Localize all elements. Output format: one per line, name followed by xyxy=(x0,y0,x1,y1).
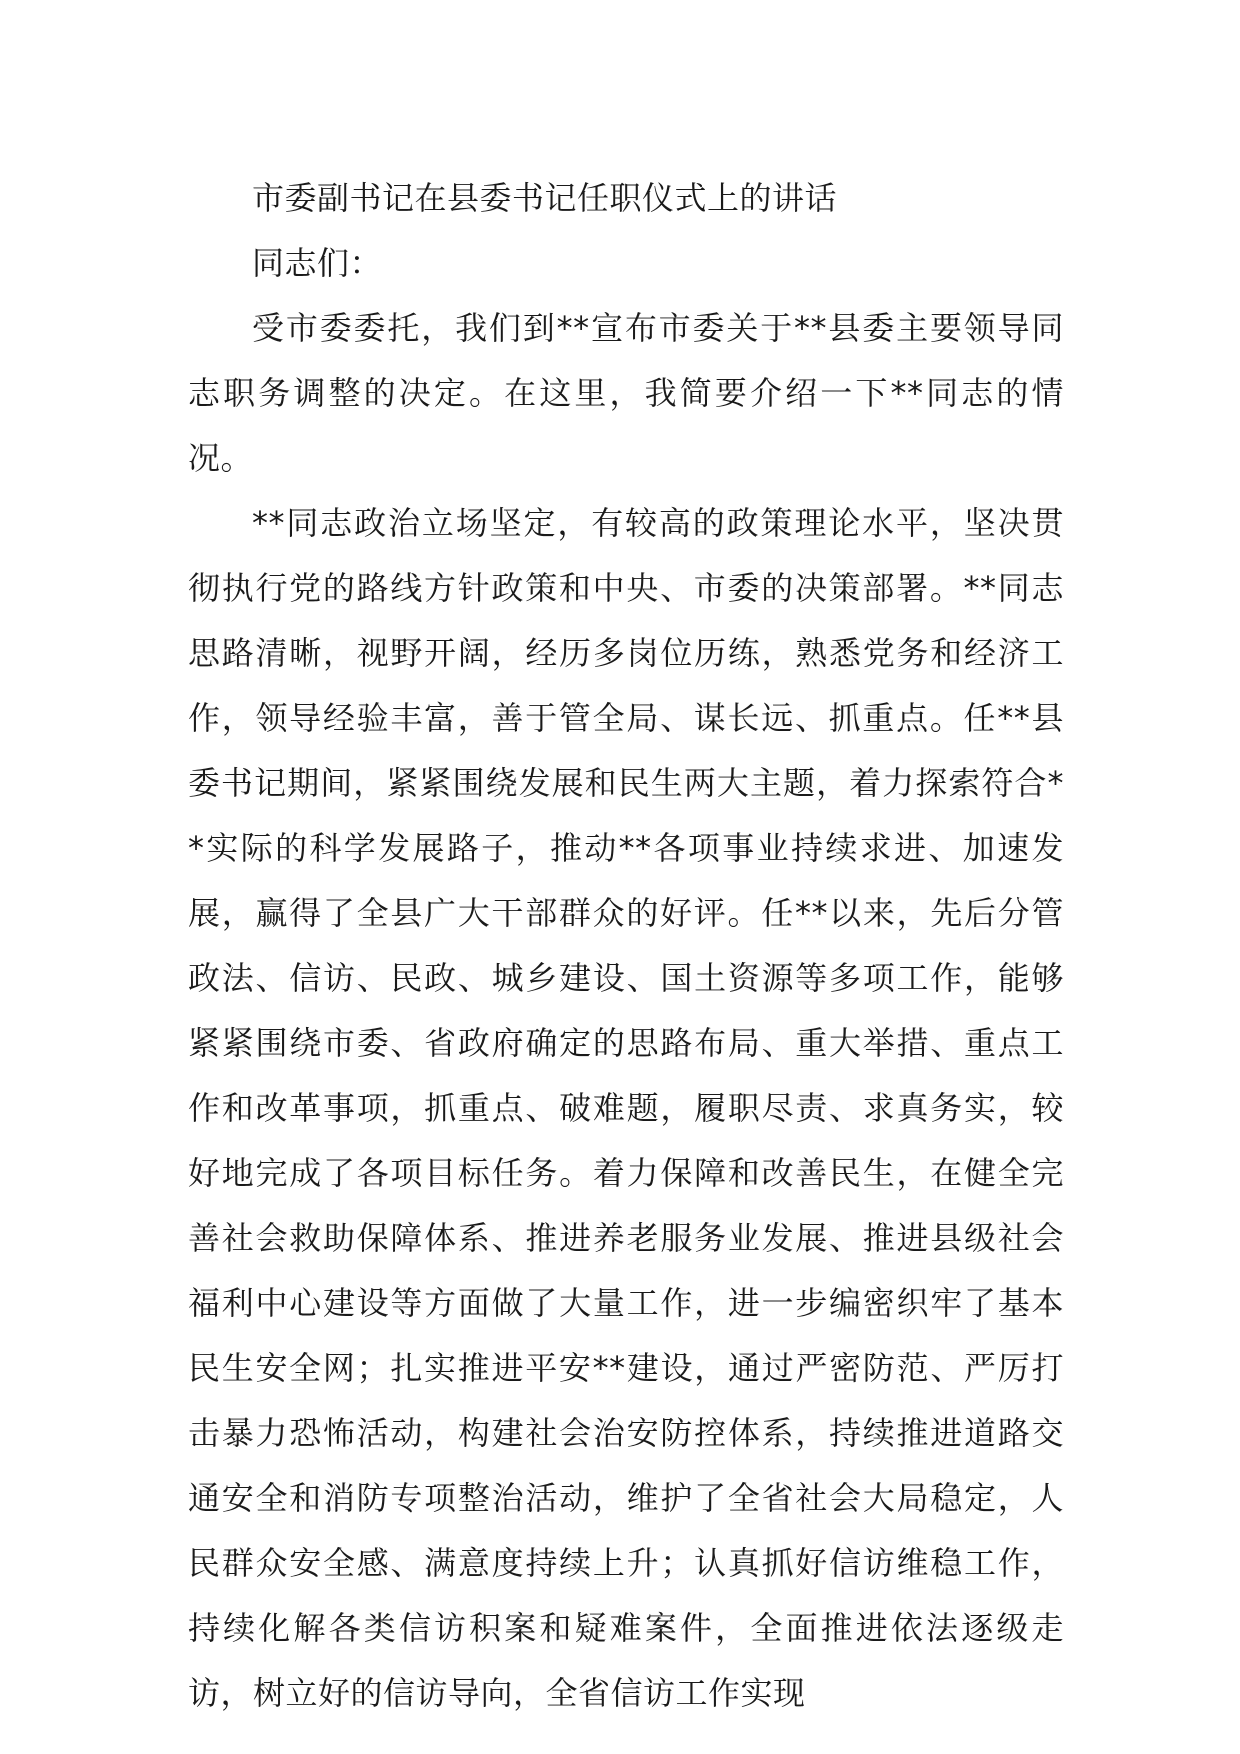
document-body xyxy=(188,166,1064,1726)
document-title: 市委副书记在县委书记任职仪式上的讲话 xyxy=(252,179,838,217)
salutation: 同志们： xyxy=(252,244,383,282)
paragraph-profile: **同志政治立场坚定，有较高的政策理论水平，坚决贯彻执行党的路线方针政策和中央、市委的决策部署。**同志思路清晰，视野开阔，经历多岗位历练，熟悉党务和经济工作，领导经验丰富，善于管全局、谋长远、抓重点。任**县委书记期间，紧紧围绕发展和民生两大主题，着力探索符合**实际的科学发展路子，推动**各项事业持续求进、加速发展，赢得了全县广大干部群众的好评。任**以来，先后分管政法、信访、民政、城乡建设、国土资源等多项工作，能够紧紧围绕市委、省政府确定的思路布局、重大举措、重点工作和改革事项，抓重点、破难题，履职尽责、求真务实，较好地完成了各项目标任务。着力保障和改善民生，在健全完善社会救助保障体系、推进养老服务业发展、推进县级社会福利中心建设等方面做了大量工作，进一步编密织牢了基本民生安全网；扎实推进平安**建设，通过严密防范、严厉打击暴力恐怖活动，构建社会治安防控体系，持续推进道路交通安全和消防专项整治活动，维护了全省社会大局稳定，人民群众安全感、满意度持续上升；认真抓好信访维稳工作，持续化解各类信访积案和疑难案件，全面推进依法逐级走访，树立好的信访导向，全省信访工作实现 xyxy=(188,504,1064,1712)
paragraph-intro: 受市委委托，我们到**宣布市委关于**县委主要领导同志职务调整的决定。在这里，我简要介绍一下**同志的情况。 xyxy=(188,309,1064,477)
